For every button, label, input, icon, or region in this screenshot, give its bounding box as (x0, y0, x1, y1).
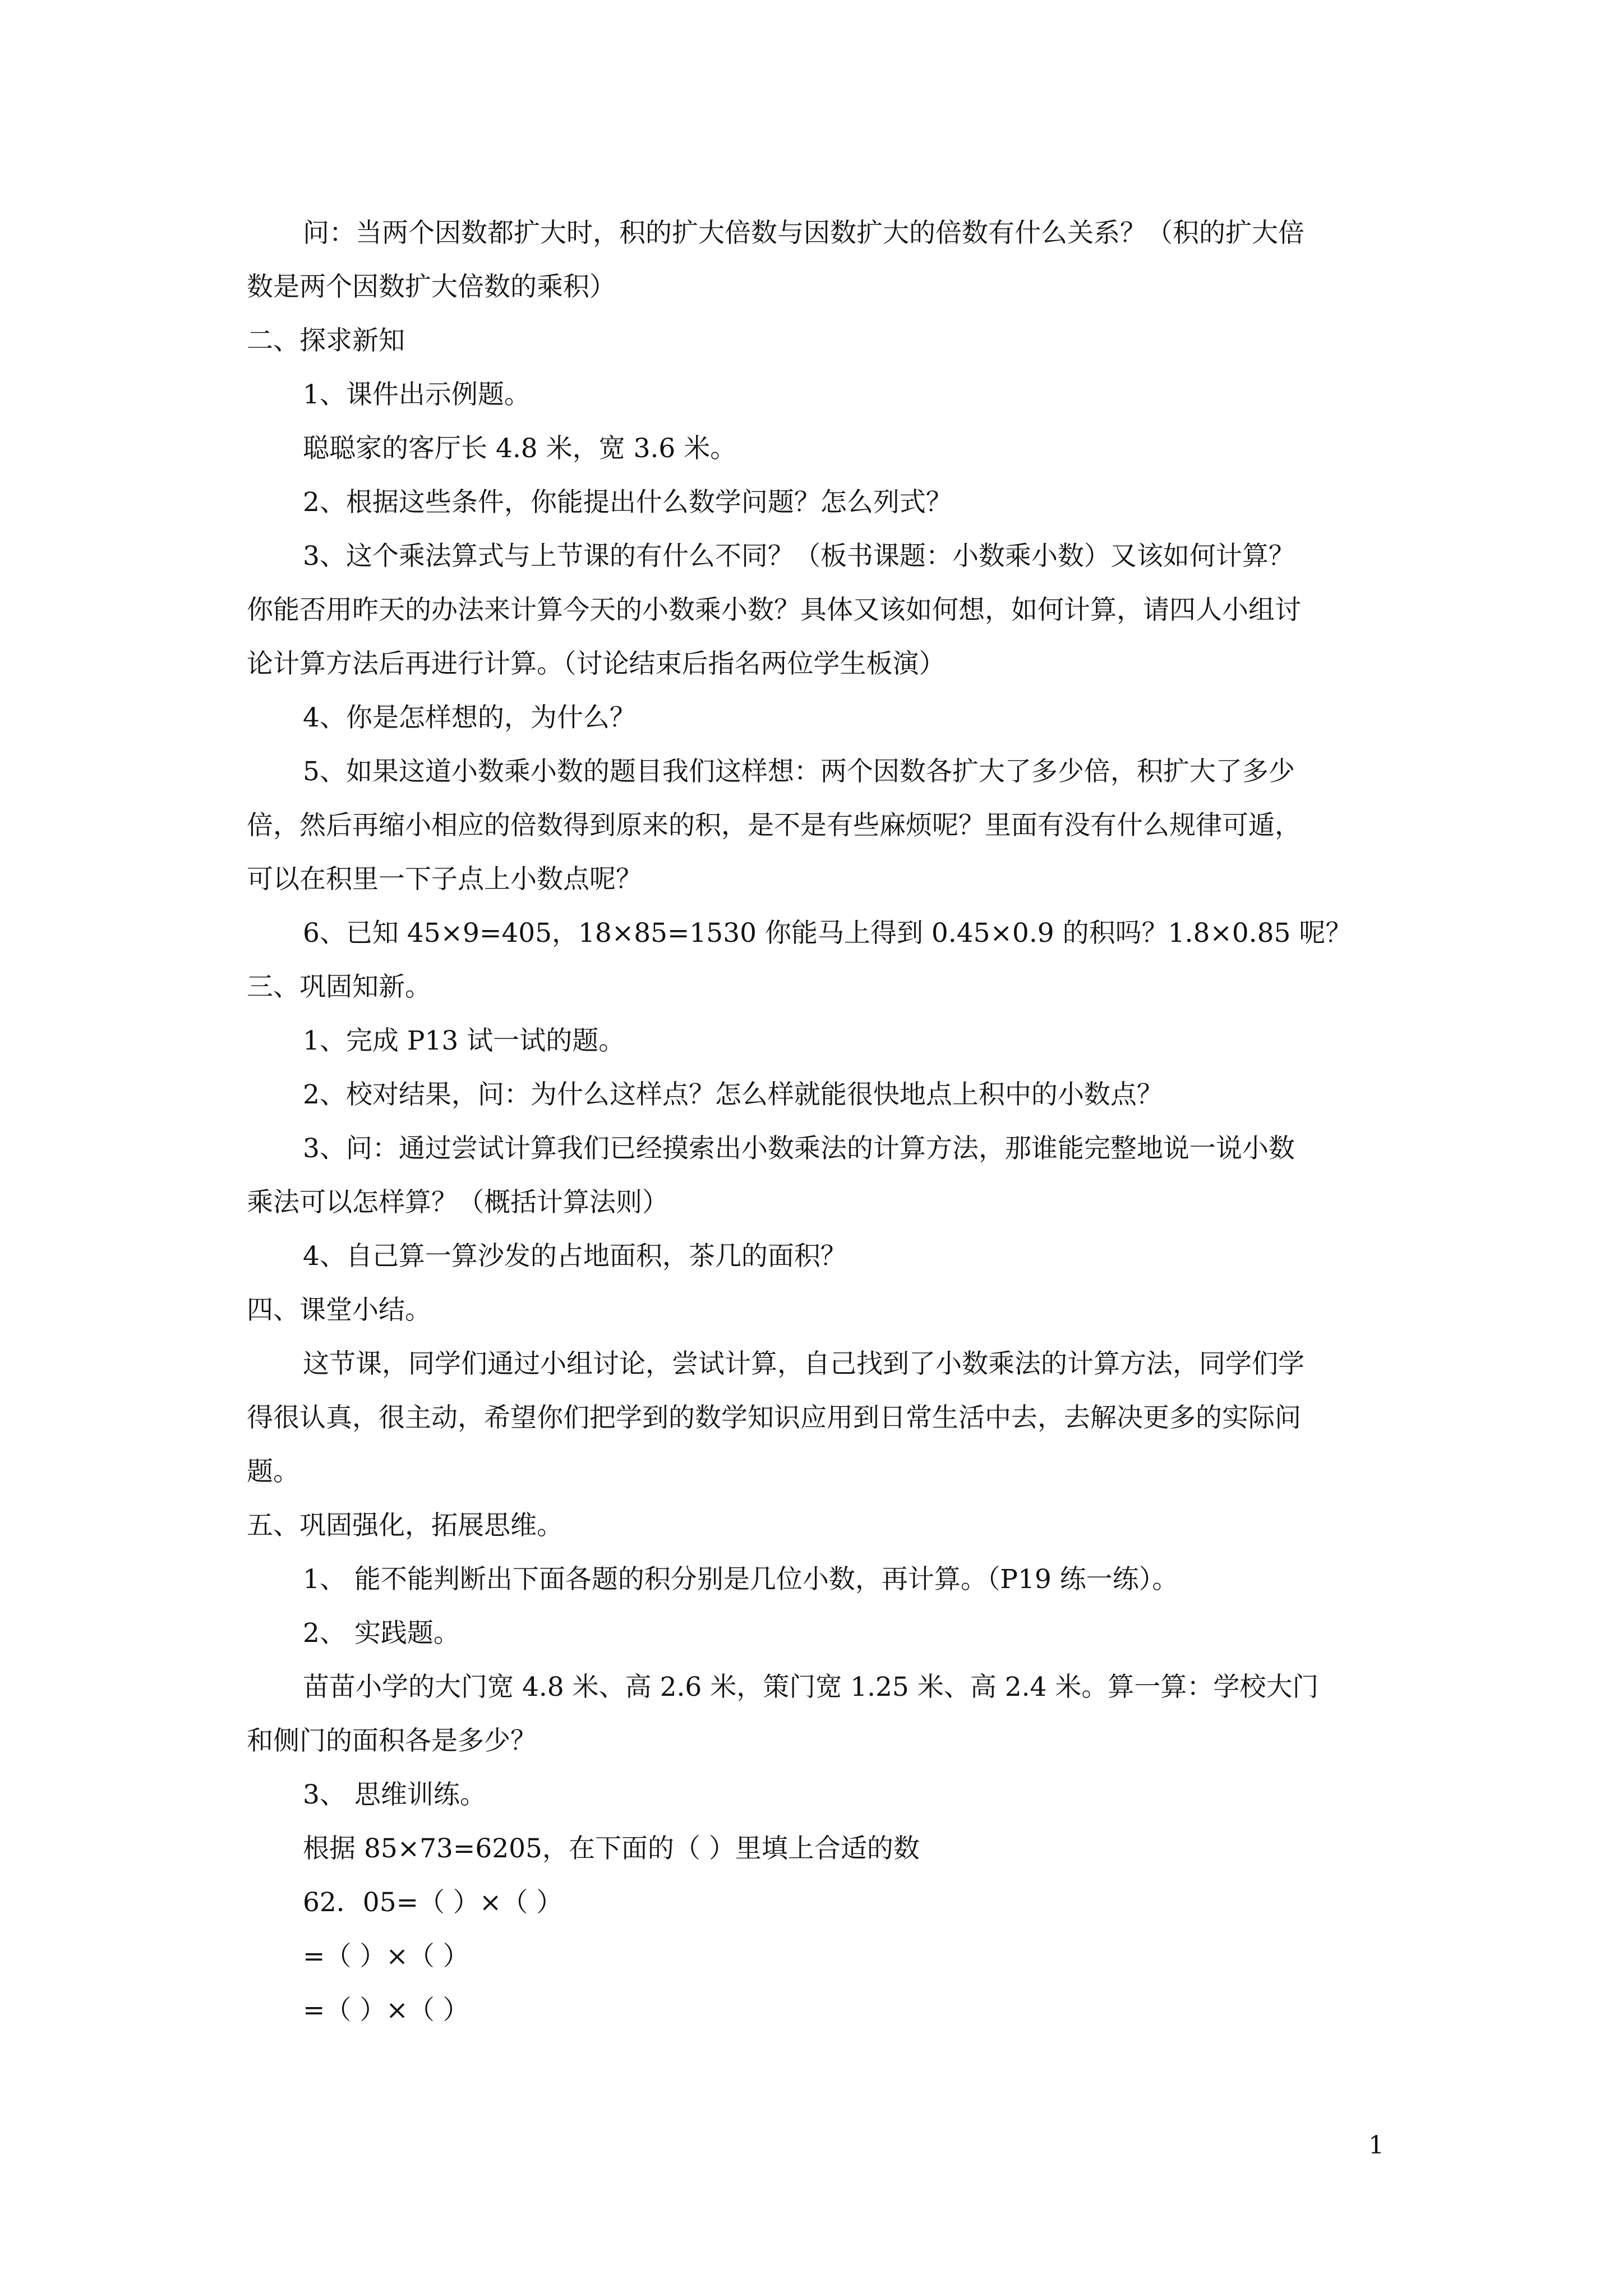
text-line: 3、这个乘法算式与上节课的有什么不同？（板书课题：小数乘小数）又该如何计算？ (303, 541, 1295, 572)
text-line: 苗苗小学的大门宽 4.8 米、高 2.6 米，策门宽 1.25 米、高 2.4 米。算一算：学校大门 (303, 1672, 1319, 1703)
text-line: 论计算方法后再进行计算。（讨论结束后指名两位学生板演） (247, 648, 946, 679)
document-body (247, 206, 1391, 2037)
text-line: 二、探求新知 (247, 325, 405, 356)
text-line: 数是两个因数扩大倍数的乘积） (247, 272, 616, 302)
text-line: 聪聪家的客厅长 4.8 米，宽 3.6 米。 (303, 433, 737, 464)
text-line: 问：当两个因数都扩大时，积的扩大倍数与因数扩大的倍数有什么关系？（积的扩大倍 (303, 218, 1304, 249)
text-line: =（ ）×（ ） (303, 1941, 469, 1972)
text-line: 4、你是怎样想的，为什么？ (303, 702, 636, 733)
text-line: 你能否用昨天的办法来计算今天的小数乘小数？具体又该如何想，如何计算，请四人小组讨 (247, 595, 1301, 625)
text-line: 题。 (247, 1456, 299, 1487)
text-line: 乘法可以怎样算？（概括计算法则） (247, 1187, 668, 1218)
text-line: 1、课件出示例题。 (303, 379, 531, 410)
text-line: 5、如果这道小数乘小数的题目我们这样想：两个因数各扩大了多少倍，积扩大了多少 (303, 756, 1295, 787)
text-line: 3、 思维训练。 (303, 1779, 486, 1810)
text-line: 2、 实践题。 (303, 1618, 460, 1649)
text-line: 根据 85×73=6205，在下面的（ ）里填上合适的数 (303, 1833, 920, 1864)
text-line: 这节课，同学们通过小组讨论，尝试计算，自己找到了小数乘法的计算方法，同学们学 (303, 1349, 1304, 1379)
text-line: 1、 能不能判断出下面各题的积分别是几位小数，再计算。（P19 练一练）。 (303, 1564, 1179, 1595)
text-line: =（ ）×（ ） (303, 1995, 469, 2026)
text-line: 可以在积里一下子点上小数点呢？ (247, 864, 642, 895)
text-line: 和侧门的面积各是多少？ (247, 1726, 537, 1756)
text-line: 62．05=（ ）×（ ） (303, 1887, 563, 1918)
text-line: 6、已知 45×9=405，18×85=1530 你能马上得到 0.45×0.9 的积吗？1.8×0.85 呢？ (303, 918, 1352, 949)
text-line: 得很认真，很主动，希望你们把学到的数学知识应用到日常生活中去，去解决更多的实际问 (247, 1402, 1301, 1433)
text-line: 四、课堂小结。 (247, 1295, 431, 1326)
text-line: 2、根据这些条件，你能提出什么数学问题？怎么列式？ (303, 487, 952, 518)
text-line: 倍，然后再缩小相应的倍数得到原来的积，是不是有些麻烦呢？里面有没有什么规律可遁， (247, 810, 1301, 841)
page-number: 1 (1368, 2131, 1384, 2160)
text-line: 2、校对结果，问：为什么这样点？怎么样就能很快地点上积中的小数点？ (303, 1079, 1163, 1110)
text-line: 4、自己算一算沙发的占地面积，茶几的面积？ (303, 1241, 847, 1272)
text-line: 三、巩固知新。 (247, 972, 431, 1002)
text-line: 五、巩固强化，拓展思维。 (247, 1510, 563, 1541)
text-line: 3、问：通过尝试计算我们已经摸索出小数乘法的计算方法，那谁能完整地说一说小数 (303, 1133, 1295, 1164)
text-line: 1、完成 P13 试一试的题。 (303, 1025, 625, 1056)
